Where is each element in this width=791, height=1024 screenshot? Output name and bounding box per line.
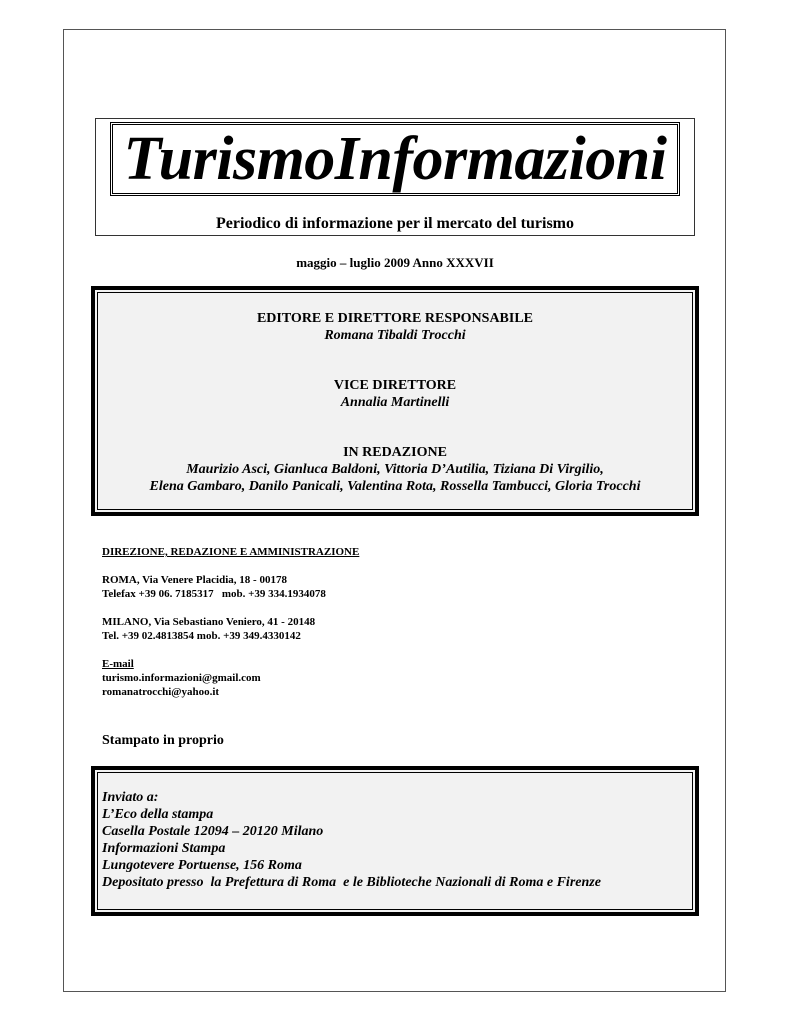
milano-address: MILANO, Via Sebastiano Veniero, 41 - 20148 <box>102 616 316 628</box>
milano-phone: Tel. +39 02.4813854 mob. +39 349.4330142 <box>102 630 301 642</box>
roma-phone: Telefax +39 06. 7185317 mob. +39 334.1934078 <box>102 588 326 600</box>
redazione-block <box>95 444 695 495</box>
masthead-title: TurismoInformazioni <box>123 125 667 193</box>
editor-name: Romana Tibaldi Trocchi <box>324 328 466 343</box>
redazione-role: IN REDAZIONE <box>343 445 447 460</box>
redazione-names-line: Elena Gambaro, Danilo Panicali, Valentina Rota, Rossella Tambucci, Gloria Trocchi <box>149 479 641 494</box>
roma-address: ROMA, Via Venere Placidia, 18 - 00178 <box>102 574 287 586</box>
issue-date: maggio – luglio 2009 Anno XXXVII <box>296 255 494 270</box>
contacts-heading: DIREZIONE, REDAZIONE E AMMINISTRAZIONE <box>102 546 360 558</box>
email-address: turismo.informazioni@gmail.com <box>102 672 261 684</box>
vice-director-name: Annalia Martinelli <box>340 395 450 410</box>
printed-note: Stampato in proprio <box>102 733 224 748</box>
email-address: romanatrocchi@yahoo.it <box>102 686 220 698</box>
vice-director-role: VICE DIRETTORE <box>333 378 457 393</box>
sent-to-box <box>91 766 699 916</box>
masthead-title-box <box>110 122 680 196</box>
masthead-subtitle: Periodico di informazione per il mercato del turismo <box>215 215 574 232</box>
sent-to-line: L’Eco della stampa <box>102 807 214 822</box>
sent-to-line: Informazioni Stampa <box>102 841 226 856</box>
sent-to-line: Inviato a: <box>102 790 159 805</box>
editor-block <box>95 310 695 344</box>
sent-to-line: Casella Postale 12094 – 20120 Milano <box>102 824 324 839</box>
redazione-names-line: Maurizio Asci, Gianluca Baldoni, Vittoria D’Autilia, Tiziana Di Virgilio, <box>186 462 604 477</box>
sent-to-lines <box>102 789 601 891</box>
sent-to-line: Depositato presso la Prefettura di Roma e le Biblioteche Nazionali di Roma e Firenze <box>102 875 601 890</box>
email-label: E-mail <box>102 658 134 670</box>
contacts-section <box>102 545 359 699</box>
staff-box <box>91 286 699 516</box>
vice-director-block <box>95 377 695 411</box>
sent-to-line: Lungotevere Portuense, 156 Roma <box>102 858 302 873</box>
editor-role: EDITORE E DIRETTORE RESPONSABILE <box>256 311 534 326</box>
